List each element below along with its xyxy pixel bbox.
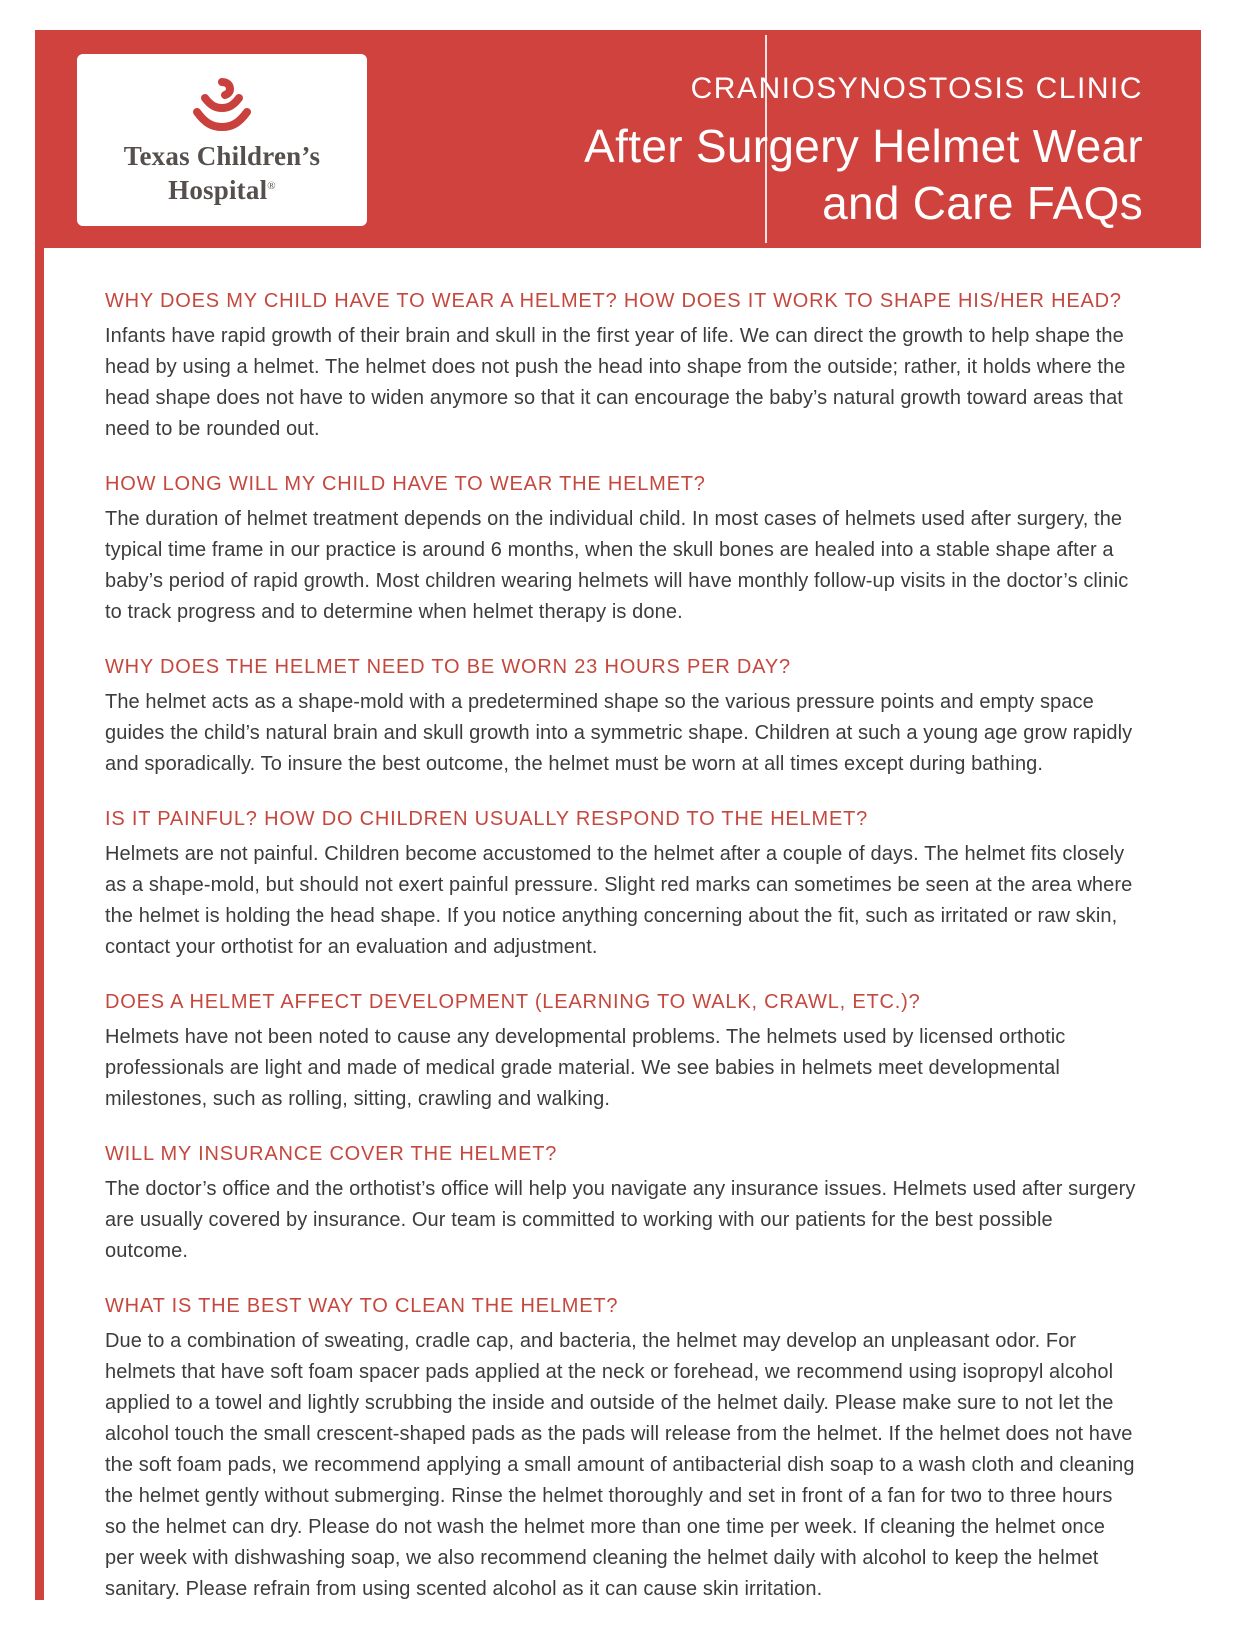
tch-logo-icon bbox=[190, 75, 254, 135]
faq-heading: WHAT IS THE BEST WAY TO CLEAN THE HELMET? bbox=[105, 1295, 619, 1317]
faq-section bbox=[105, 290, 1137, 445]
faq-body: The doctor’s office and the orthotist’s office will help you navigate any insurance issues. Helmets used after surgery are usually covered by insurance. Our team is committed to working with our patients for the best possible outcome. bbox=[105, 1178, 1136, 1262]
page-title-line1: After Surgery Helmet Wear bbox=[584, 120, 1143, 172]
faq-heading: WILL MY INSURANCE COVER THE HELMET? bbox=[105, 1143, 558, 1165]
faq-body: Infants have rapid growth of their brain and skull in the first year of life. We can direct the growth to help shape the head by using a helmet. The helmet does not push the head into shape from the outside; rather, it holds where the head shape does not have to widen anymore so that it can encourage the baby’s natural growth toward areas that need to be rounded out. bbox=[105, 325, 1126, 440]
tch-logo bbox=[77, 54, 367, 226]
faq-content bbox=[105, 290, 1137, 1633]
faq-section bbox=[105, 1295, 1137, 1605]
tch-logo-line2: Hospital® bbox=[168, 175, 276, 205]
faq-body: Helmets have not been noted to cause any developmental problems. The helmets used by licensed orthotic professionals are light and made of medical grade material. We see babies in helmets meet developmental milestones, such as rolling, sitting, crawling and walking. bbox=[105, 1026, 1066, 1110]
faq-section bbox=[105, 1143, 1137, 1267]
faq-body: The helmet acts as a shape-mold with a predetermined shape so the various pressure points and empty space guides the child’s natural brain and skull growth into a symmetric shape. Children at such a young age grow rapidly and sporadically. To insure the best outcome, the helmet must be worn at all times except during bathing. bbox=[105, 691, 1133, 775]
faq-heading: IS IT PAINFUL? HOW DO CHILDREN USUALLY RESPOND TO THE HELMET? bbox=[105, 808, 869, 830]
faq-body: Helmets are not painful. Children become accustomed to the helmet after a couple of days. The helmet fits closely as a shape-mold, but should not exert painful pressure. Slight red marks can sometimes be seen at the area where the helmet is holding the head shape. If you notice anything concerning about the fit, such as irritated or raw skin, contact your orthotist for an evaluation and adjustment. bbox=[105, 843, 1133, 958]
registered-mark: ® bbox=[267, 180, 276, 192]
faq-heading: WHY DOES THE HELMET NEED TO BE WORN 23 HOURS PER DAY? bbox=[105, 656, 791, 678]
tch-logo-line1: Texas Children’s bbox=[123, 141, 321, 171]
faq-section bbox=[105, 473, 1137, 628]
faq-body: Due to a combination of sweating, cradle cap, and bacteria, the helmet may develop an unpleasant odor. For helmets that have soft foam spacer pads applied at the neck or forehead, we recommend using isopropyl alcohol applied to a towel and lightly scrubbing the inside and outside of the helmet daily. Please make sure to not let the alcohol touch the small crescent-shaped pads as the pads will release from the helmet. If the helmet does not have the soft foam pads, we recommend applying a small amount of antibacterial dish soap to a wash cloth and cleaning the helmet gently without submerging. Rinse the helmet thoroughly and set in front of a fan for two to three hours so the helmet can dry. Please do not wash the helmet more than one time per week. If cleaning the helmet once per week with dishwashing soap, we also recommend cleaning the helmet daily with alcohol to keep the helmet sanitary. Please refrain from using scented alcohol as it can cause skin irritation. bbox=[105, 1330, 1135, 1600]
faq-section bbox=[105, 656, 1137, 780]
faq-heading: WHY DOES MY CHILD HAVE TO WEAR A HELMET? HOW DOES IT WORK TO SHAPE HIS/HER HEAD? bbox=[105, 290, 1122, 312]
faq-heading: HOW LONG WILL MY CHILD HAVE TO WEAR THE HELMET? bbox=[105, 473, 706, 495]
faq-heading: DOES A HELMET AFFECT DEVELOPMENT (LEARNING TO WALK, CRAWL, ETC.)? bbox=[105, 991, 921, 1013]
faq-section bbox=[105, 991, 1137, 1115]
banner-titles bbox=[584, 72, 1143, 232]
tch-logo-wordmark bbox=[124, 141, 321, 205]
page-title-line2: and Care FAQs bbox=[822, 177, 1143, 229]
left-accent-bar bbox=[35, 248, 44, 1600]
faq-section bbox=[105, 808, 1137, 963]
clinic-label: CRANIOSYNOSTOSIS CLINIC bbox=[690, 72, 1143, 105]
header-banner bbox=[35, 30, 1201, 248]
faq-body: The duration of helmet treatment depends on the individual child. In most cases of helmets used after surgery, the typical time frame in our practice is around 6 months, when the skull bones are healed into a stable shape after a baby’s period of rapid growth. Most children wearing helmets will have monthly follow-up visits in the doctor’s clinic to track progress and to determine when helmet therapy is done. bbox=[105, 508, 1129, 623]
